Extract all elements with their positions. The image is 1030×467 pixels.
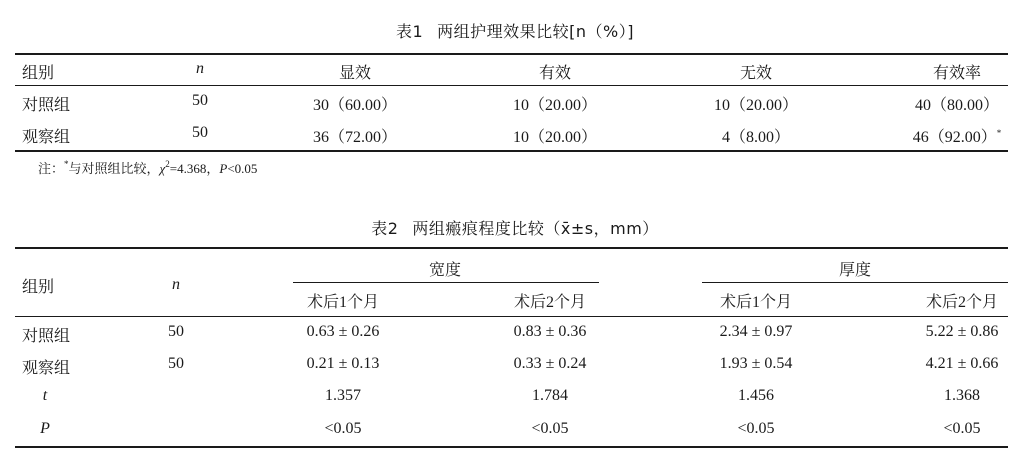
table2-thickness-span-rule xyxy=(702,282,1008,283)
table1-bottom-rule xyxy=(15,150,1008,152)
table2-row-t-width-m1: 1.357 xyxy=(325,387,361,404)
table1-note-chi: χ xyxy=(159,161,166,176)
table2-row1-width-m1: 0.63 ± 0.26 xyxy=(306,323,380,340)
table1-row2-group: 观察组 xyxy=(22,129,71,146)
table1-note-chi-value: =4.368， xyxy=(169,161,220,176)
table1-significance-marker: * xyxy=(996,128,1002,138)
table2-row1-n: 50 xyxy=(168,323,184,340)
table2-row-p-width-m2: <0.05 xyxy=(531,420,569,437)
table2-row-t-thickness-m1: 1.456 xyxy=(738,387,774,404)
table2-caption xyxy=(0,216,1030,239)
table1-row1-rate: 40（80.00） xyxy=(914,97,1000,114)
table2-top-rule xyxy=(15,247,1008,249)
table1-row2-n: 50 xyxy=(192,124,208,141)
table2-title: 两组瘢痕程度比较（x̄±s，mm） xyxy=(412,219,659,238)
table1-note-chi-sup: 2 xyxy=(165,159,170,169)
table2-row2-width-m2: 0.33 ± 0.24 xyxy=(513,355,587,372)
table2-row1-thickness-m2: 5.22 ± 0.86 xyxy=(925,323,999,340)
table1-row1-ineffective: 10（20.00） xyxy=(713,97,799,114)
table1-header-ineffective: 无效 xyxy=(739,65,773,82)
table1-note-prefix: 注： xyxy=(38,161,65,176)
table2-row2-thickness-m2: 4.21 ± 0.66 xyxy=(925,355,999,372)
table1-row2-rate xyxy=(913,124,1002,147)
table2-row1-group: 对照组 xyxy=(22,328,71,345)
table1-note xyxy=(38,158,257,177)
table1-row1-effective: 10（20.00） xyxy=(512,97,598,114)
table1-title: 两组护理效果比较[n（%）] xyxy=(437,22,635,41)
table1-header-rule xyxy=(15,85,1008,86)
table2-row2-n: 50 xyxy=(168,355,184,372)
table2-row-t-thickness-m2: 1.368 xyxy=(944,387,980,404)
table2-header-group: 组别 xyxy=(22,279,55,296)
table2-row-t-width-m2: 1.784 xyxy=(532,387,568,404)
table2-sub-header-4: 术后2个月 xyxy=(925,294,999,311)
table1-note-p-value: <0.05 xyxy=(227,161,258,176)
table1-row1-group: 对照组 xyxy=(22,97,71,114)
table2-header-rule xyxy=(15,316,1008,317)
table1-number: 表1 xyxy=(395,22,424,41)
table1-row1-n: 50 xyxy=(192,92,208,109)
table2-row-p-thickness-m1: <0.05 xyxy=(737,420,775,437)
table2-header-n: n xyxy=(172,276,180,293)
table1-row2-rate-value: 46（92.00） xyxy=(912,129,997,146)
table1-header-marked: 显效 xyxy=(338,65,372,82)
table1-header-effective: 有效 xyxy=(538,65,572,82)
table1-row1-marked: 30（60.00） xyxy=(312,97,398,114)
table1-header-n: n xyxy=(196,60,204,77)
table2-bottom-rule xyxy=(15,446,1008,448)
table1-header-group: 组别 xyxy=(22,65,55,82)
table1-note-marker: * xyxy=(64,159,69,169)
table2-row-p-label: P xyxy=(40,420,50,437)
table1-row2-marked: 36（72.00） xyxy=(312,129,398,146)
table1-row2-ineffective: 4（8.00） xyxy=(721,129,791,146)
table2-row1-thickness-m1: 2.34 ± 0.97 xyxy=(719,323,793,340)
table2-row1-width-m2: 0.83 ± 0.36 xyxy=(513,323,587,340)
table2-sub-header-1: 术后1个月 xyxy=(306,294,380,311)
table1-header-rate: 有效率 xyxy=(932,65,982,82)
table2-width-span-rule xyxy=(293,282,599,283)
table2-sub-header-2: 术后2个月 xyxy=(513,294,587,311)
table2-row2-width-m1: 0.21 ± 0.13 xyxy=(306,355,380,372)
table1-caption xyxy=(0,19,1030,42)
table2-row-p-width-m1: <0.05 xyxy=(324,420,362,437)
table2-row2-thickness-m1: 1.93 ± 0.54 xyxy=(719,355,793,372)
table2-sub-header-3: 术后1个月 xyxy=(719,294,793,311)
table1-note-text: 与对照组比较， xyxy=(68,161,160,176)
table2-row-p-thickness-m2: <0.05 xyxy=(943,420,981,437)
table2-header-thickness: 厚度 xyxy=(838,262,872,279)
table1-top-rule xyxy=(15,53,1008,55)
table2-number: 表2 xyxy=(371,219,399,238)
table2-row-t-label: t xyxy=(42,387,48,404)
table1-note-p: P xyxy=(219,161,228,176)
table2-header-width: 宽度 xyxy=(428,262,462,279)
table1-row2-effective: 10（20.00） xyxy=(512,129,598,146)
table2-row2-group: 观察组 xyxy=(22,360,71,377)
